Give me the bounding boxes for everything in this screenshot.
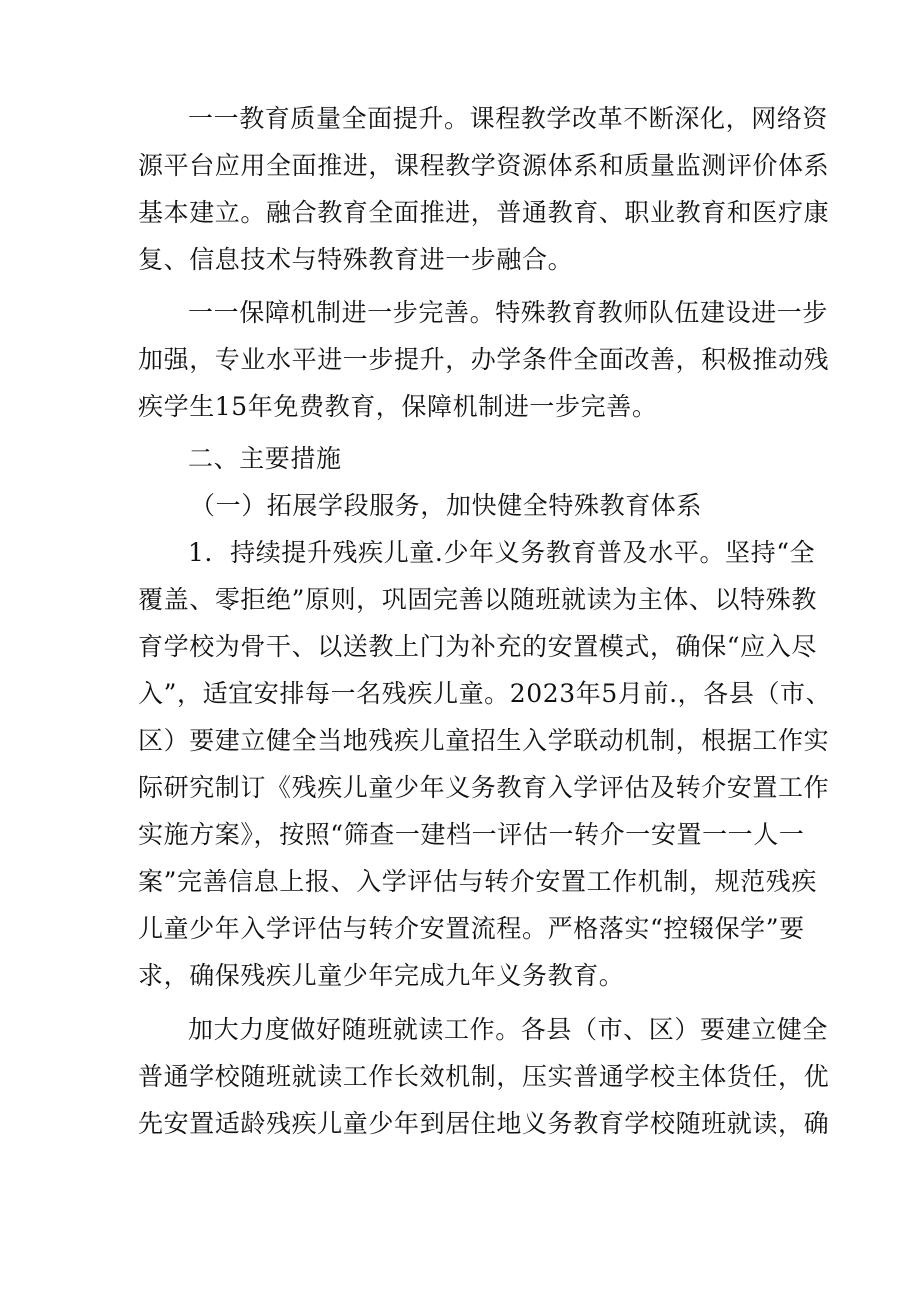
text-line: 疾学生15年免费教育，保障机制进一步完善。 — [138, 392, 658, 421]
text-line: 加强，专业水平进一步提升，办学条件全面改善，积极推动残 — [138, 345, 830, 374]
text-line: 儿童少年入学评估与转介安置流程。严格落实“控辍保学”要 — [138, 914, 805, 943]
text-line: 源平台应用全面推进，课程教学资源体系和质量监测评价体系 — [138, 151, 830, 180]
text-line: 加大力度做好随班就读工作。各县（市、区）要建立健全 — [188, 1015, 829, 1044]
text-line: 育学校为骨干、以送教上门为补充的安置模式，确保“应入尽 — [138, 632, 817, 661]
text-line: 求，确保残疾儿童少年完成九年义务教育。 — [138, 961, 625, 990]
text-line: 复、信息技术与特殊教育进一步融合。 — [138, 245, 574, 274]
text-line: 案”完善信息上报、入学评估与转介安置工作机制，规范残疾 — [138, 867, 817, 896]
paragraph-guarantee-mechanism — [138, 289, 830, 430]
section-heading-main-measures: 二、主要措施 — [188, 444, 342, 473]
text-line: 区）要建立健全当地残疾儿童招生入学联动机制，根据工作实 — [138, 726, 830, 755]
text-line: 一一教育质量全面提升。课程教学改革不断深化，网络资 — [188, 104, 829, 133]
text-line: 覆盖、零拒绝”原则，巩固完善以随班就读为主体、以特殊教 — [138, 585, 817, 614]
text-line: 1．持续提升残疾儿童.少年义务教育普及水平。坚持“全 — [188, 538, 816, 567]
text-line: 际研究制订《残疾儿童少年义务教育入学评估及转介安置工作 — [138, 773, 830, 802]
paragraph-compulsory-education — [138, 529, 832, 999]
text-line: 先安置适龄残疾儿童少年到居住地义务教育学校随班就读，确 — [138, 1109, 830, 1138]
text-line: 入”，适宜安排每一名残疾儿童。2023年5月前.，各县（市、 — [138, 679, 832, 708]
subsection-heading: （一）拓展学段服务，加快健全特殊教育体系 — [190, 491, 703, 520]
paragraph-education-quality — [138, 95, 830, 283]
text-line: 实施方案》，按照“筛查一建档一评估一转介一安置一一人一 — [138, 820, 805, 849]
text-line: 一一保障机制进一步完善。特殊教育教师队伍建设进一步 — [188, 298, 829, 327]
text-line: 基本建立。融合教育全面推进，普通教育、职业教育和医疗康 — [138, 198, 830, 227]
text-line: 普通学校随班就读工作长效机制，压实普通学校主体货任，优 — [138, 1062, 830, 1091]
paragraph-inclusive-classes — [138, 1006, 830, 1147]
